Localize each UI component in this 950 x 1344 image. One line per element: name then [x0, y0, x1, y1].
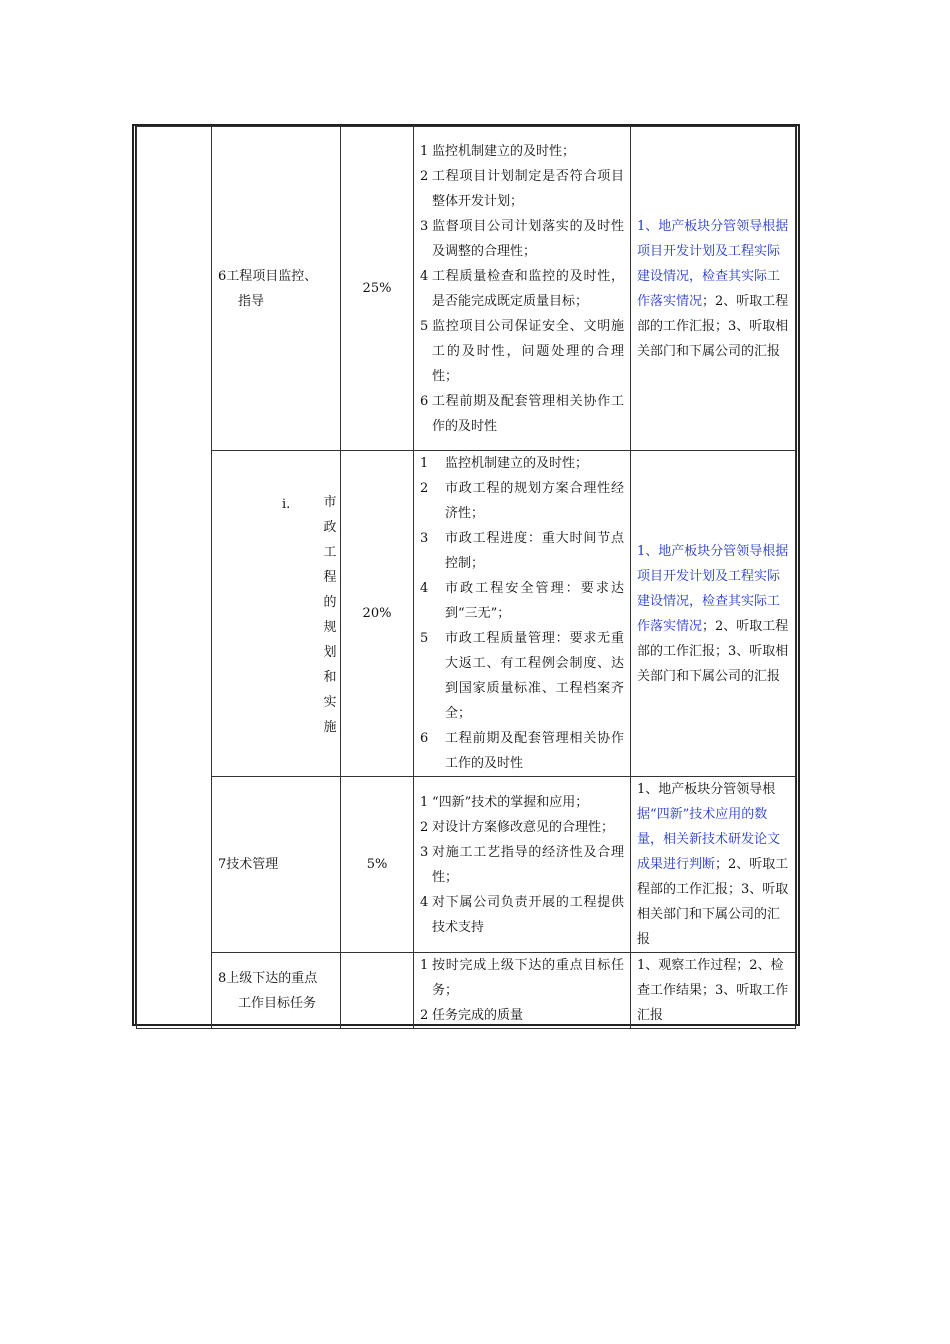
- index-name-cell: [212, 127, 341, 451]
- table-row: [137, 451, 796, 777]
- method-text: 1、观察工作过程；2、检查工作结果；3、听取工作汇报: [637, 958, 789, 1023]
- list-item: 4 市政工程安全管理：要求达到“三无”；: [420, 581, 624, 621]
- list-item: 2 任务完成的质量: [420, 1008, 524, 1023]
- method-cell: [631, 451, 796, 777]
- index-name: 7技术管理: [218, 857, 279, 872]
- standards-cell: [414, 451, 631, 777]
- method-blue-text: 据“四新”技术应用的数量，相关新技术研发论文成果进行判断: [637, 807, 781, 872]
- index-name: 6工程项目监控、: [218, 268, 318, 284]
- list-item: 3 市政工程进度：重大时间节点控制；: [420, 531, 624, 571]
- category-cell: [137, 127, 212, 1029]
- index-name-cont: 指导: [238, 293, 265, 309]
- method-cell: [631, 127, 796, 451]
- table-row: [137, 777, 796, 953]
- table-row: [137, 127, 796, 451]
- index-name: 8上级下达的重点: [218, 970, 318, 986]
- index-name-vertical: 市 政 工 程 的 规 划 和 实 施: [323, 494, 337, 735]
- method-blue-text: 1、地产板块分管领导根据项目开发计划及工程实际建设情况，检查其实际工作落实情况: [637, 218, 789, 309]
- method-blue-text: 1、地产板块分管领导根据项目开发计划及工程实际建设情况，检查其实际工作落实情况: [637, 543, 789, 634]
- standards-cell: [414, 953, 631, 1029]
- standards-cell: [414, 127, 631, 451]
- index-name-cont: 工作目标任务: [238, 995, 317, 1011]
- list-item: 6 工程前期及配套管理相关协作工作的及时性: [420, 393, 624, 434]
- list-item: 1 按时完成上级下达的重点目标任务；: [420, 958, 624, 998]
- list-item: 1 监控机制建立的及时性；: [420, 143, 576, 159]
- weight-cell: [341, 953, 414, 1029]
- list-item: 5 市政工程质量管理：要求无重大返工、有工程例会制度、达到国家质量标准、工程档案齐全；: [420, 631, 624, 721]
- list-item: 5 监控项目公司保证安全、文明施工的及时性，问题处理的合理性；: [420, 318, 624, 384]
- list-item: 3 监督项目公司计划落实的及时性及调整的合理性；: [420, 218, 624, 259]
- index-name-cell: [212, 451, 341, 777]
- list-item: 1 监控机制建立的及时性；: [420, 456, 589, 471]
- list-item: 2 对设计方案修改意见的合理性；: [420, 819, 615, 835]
- method-text: ；2、听取工程部的工作汇报；3、听取相关部门和下属公司的汇报: [637, 293, 789, 359]
- list-item: 2 市政工程的规划方案合理性经济性；: [420, 481, 624, 521]
- method-text: ；2、听取工程部的工作汇报；3、听取相关部门和下属公司的汇报: [637, 857, 789, 947]
- roman-numeral: i.: [282, 496, 291, 512]
- method-cell: [631, 777, 796, 953]
- list-item: 4 对下属公司负责开展的工程提供技术支持: [420, 894, 624, 935]
- method-text: ；2、听取工程部的工作汇报；3、听取相关部门和下属公司的汇报: [637, 618, 789, 684]
- index-name-cell: [212, 953, 341, 1029]
- index-name-cell: [212, 777, 341, 953]
- standards-cell: [414, 777, 631, 953]
- list-item: 3 对施工工艺指导的经济性及合理性；: [420, 844, 624, 885]
- weight-cell: 25%: [341, 127, 414, 451]
- method-cell: [631, 953, 796, 1029]
- weight-cell: 5%: [341, 777, 414, 953]
- list-item: 6 工程前期及配套管理相关协作工作的及时性: [420, 731, 624, 771]
- kpi-table: [136, 126, 796, 1029]
- list-item: 4 工程质量检查和监控的及时性，是否能完成既定质量目标；: [420, 268, 624, 309]
- method-text-lead: 1、地产板块分管领导根: [637, 782, 776, 797]
- list-item: 1 “四新”技术的掌握和应用；: [420, 794, 589, 810]
- weight-cell: 20%: [341, 451, 414, 777]
- list-item: 2 工程项目计划制定是否符合项目整体开发计划；: [420, 168, 624, 209]
- table-row: [137, 953, 796, 1029]
